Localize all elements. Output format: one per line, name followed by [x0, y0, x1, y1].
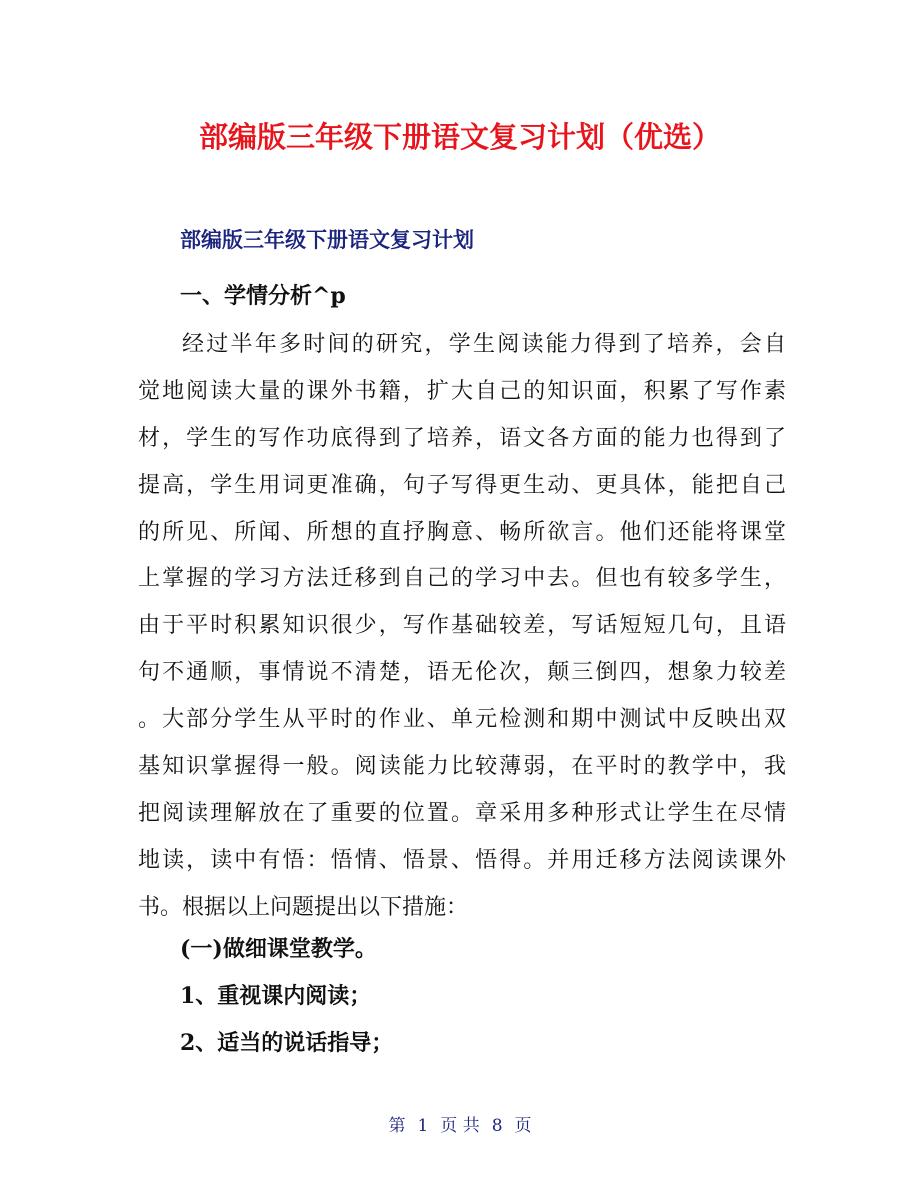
footer-page-number: 1	[417, 1116, 429, 1136]
section-heading: 一、学情分析^p	[180, 283, 346, 309]
footer-prefix: 第	[388, 1116, 406, 1136]
footer-suffix: 页	[514, 1116, 532, 1136]
paragraph-line: 地读，读中有悟：悟情、悟景、悟得。并用迁移方法阅读课外	[138, 847, 786, 873]
paragraph-line: 上掌握的学习方法迁移到自己的学习中去。但也有较多学生，	[138, 566, 786, 592]
document-subtitle: 部编版三年级下册语文复习计划	[180, 228, 474, 252]
paragraph-line: 书。根据以上问题提出以下措施：	[138, 894, 469, 920]
body-paragraph	[138, 322, 786, 932]
paragraph-line: 句不通顺，事情说不清楚，语无伦次，颠三倒四，想象力较差	[138, 660, 786, 686]
paragraph-line: 材，学生的写作功底得到了培养，语文各方面的能力也得到了	[138, 425, 786, 451]
footer-total-pages: 8	[491, 1116, 503, 1136]
paragraph-line: 把阅读理解放在了重要的位置。章采用多种形式让学生在尽情	[138, 800, 786, 826]
footer-middle: 页 共	[440, 1116, 480, 1136]
paragraph-line: 提高，学生用词更准确，句子写得更生动、更具体，能把自己	[138, 472, 786, 498]
paragraph-line: 的所见、所闻、所想的直抒胸意、畅所欲言。他们还能将课堂	[138, 519, 786, 545]
measure-heading: (一)做细课堂教学。	[180, 936, 377, 962]
document-title: 部编版三年级下册语文复习计划（优选）	[198, 120, 721, 154]
paragraph-line: 基知识掌握得一般。阅读能力比较薄弱，在平时的教学中，我	[138, 754, 786, 780]
paragraph-line: 经过半年多时间的研究，学生阅读能力得到了培养，会自	[182, 332, 786, 357]
paragraph-line: 。大部分学生从平时的作业、单元检测和期中测试中反映出双	[138, 707, 786, 733]
paragraph-line: 觉地阅读大量的课外书籍，扩大自己的知识面，积累了写作素	[138, 378, 786, 404]
paragraph-line: 由于平时积累知识很少，写作基础较差，写话短短几句，且语	[138, 613, 786, 639]
list-item: 1、重视课内阅读；	[180, 983, 372, 1009]
list-item: 2、适当的说话指导；	[180, 1030, 394, 1056]
page-footer	[0, 1112, 920, 1140]
